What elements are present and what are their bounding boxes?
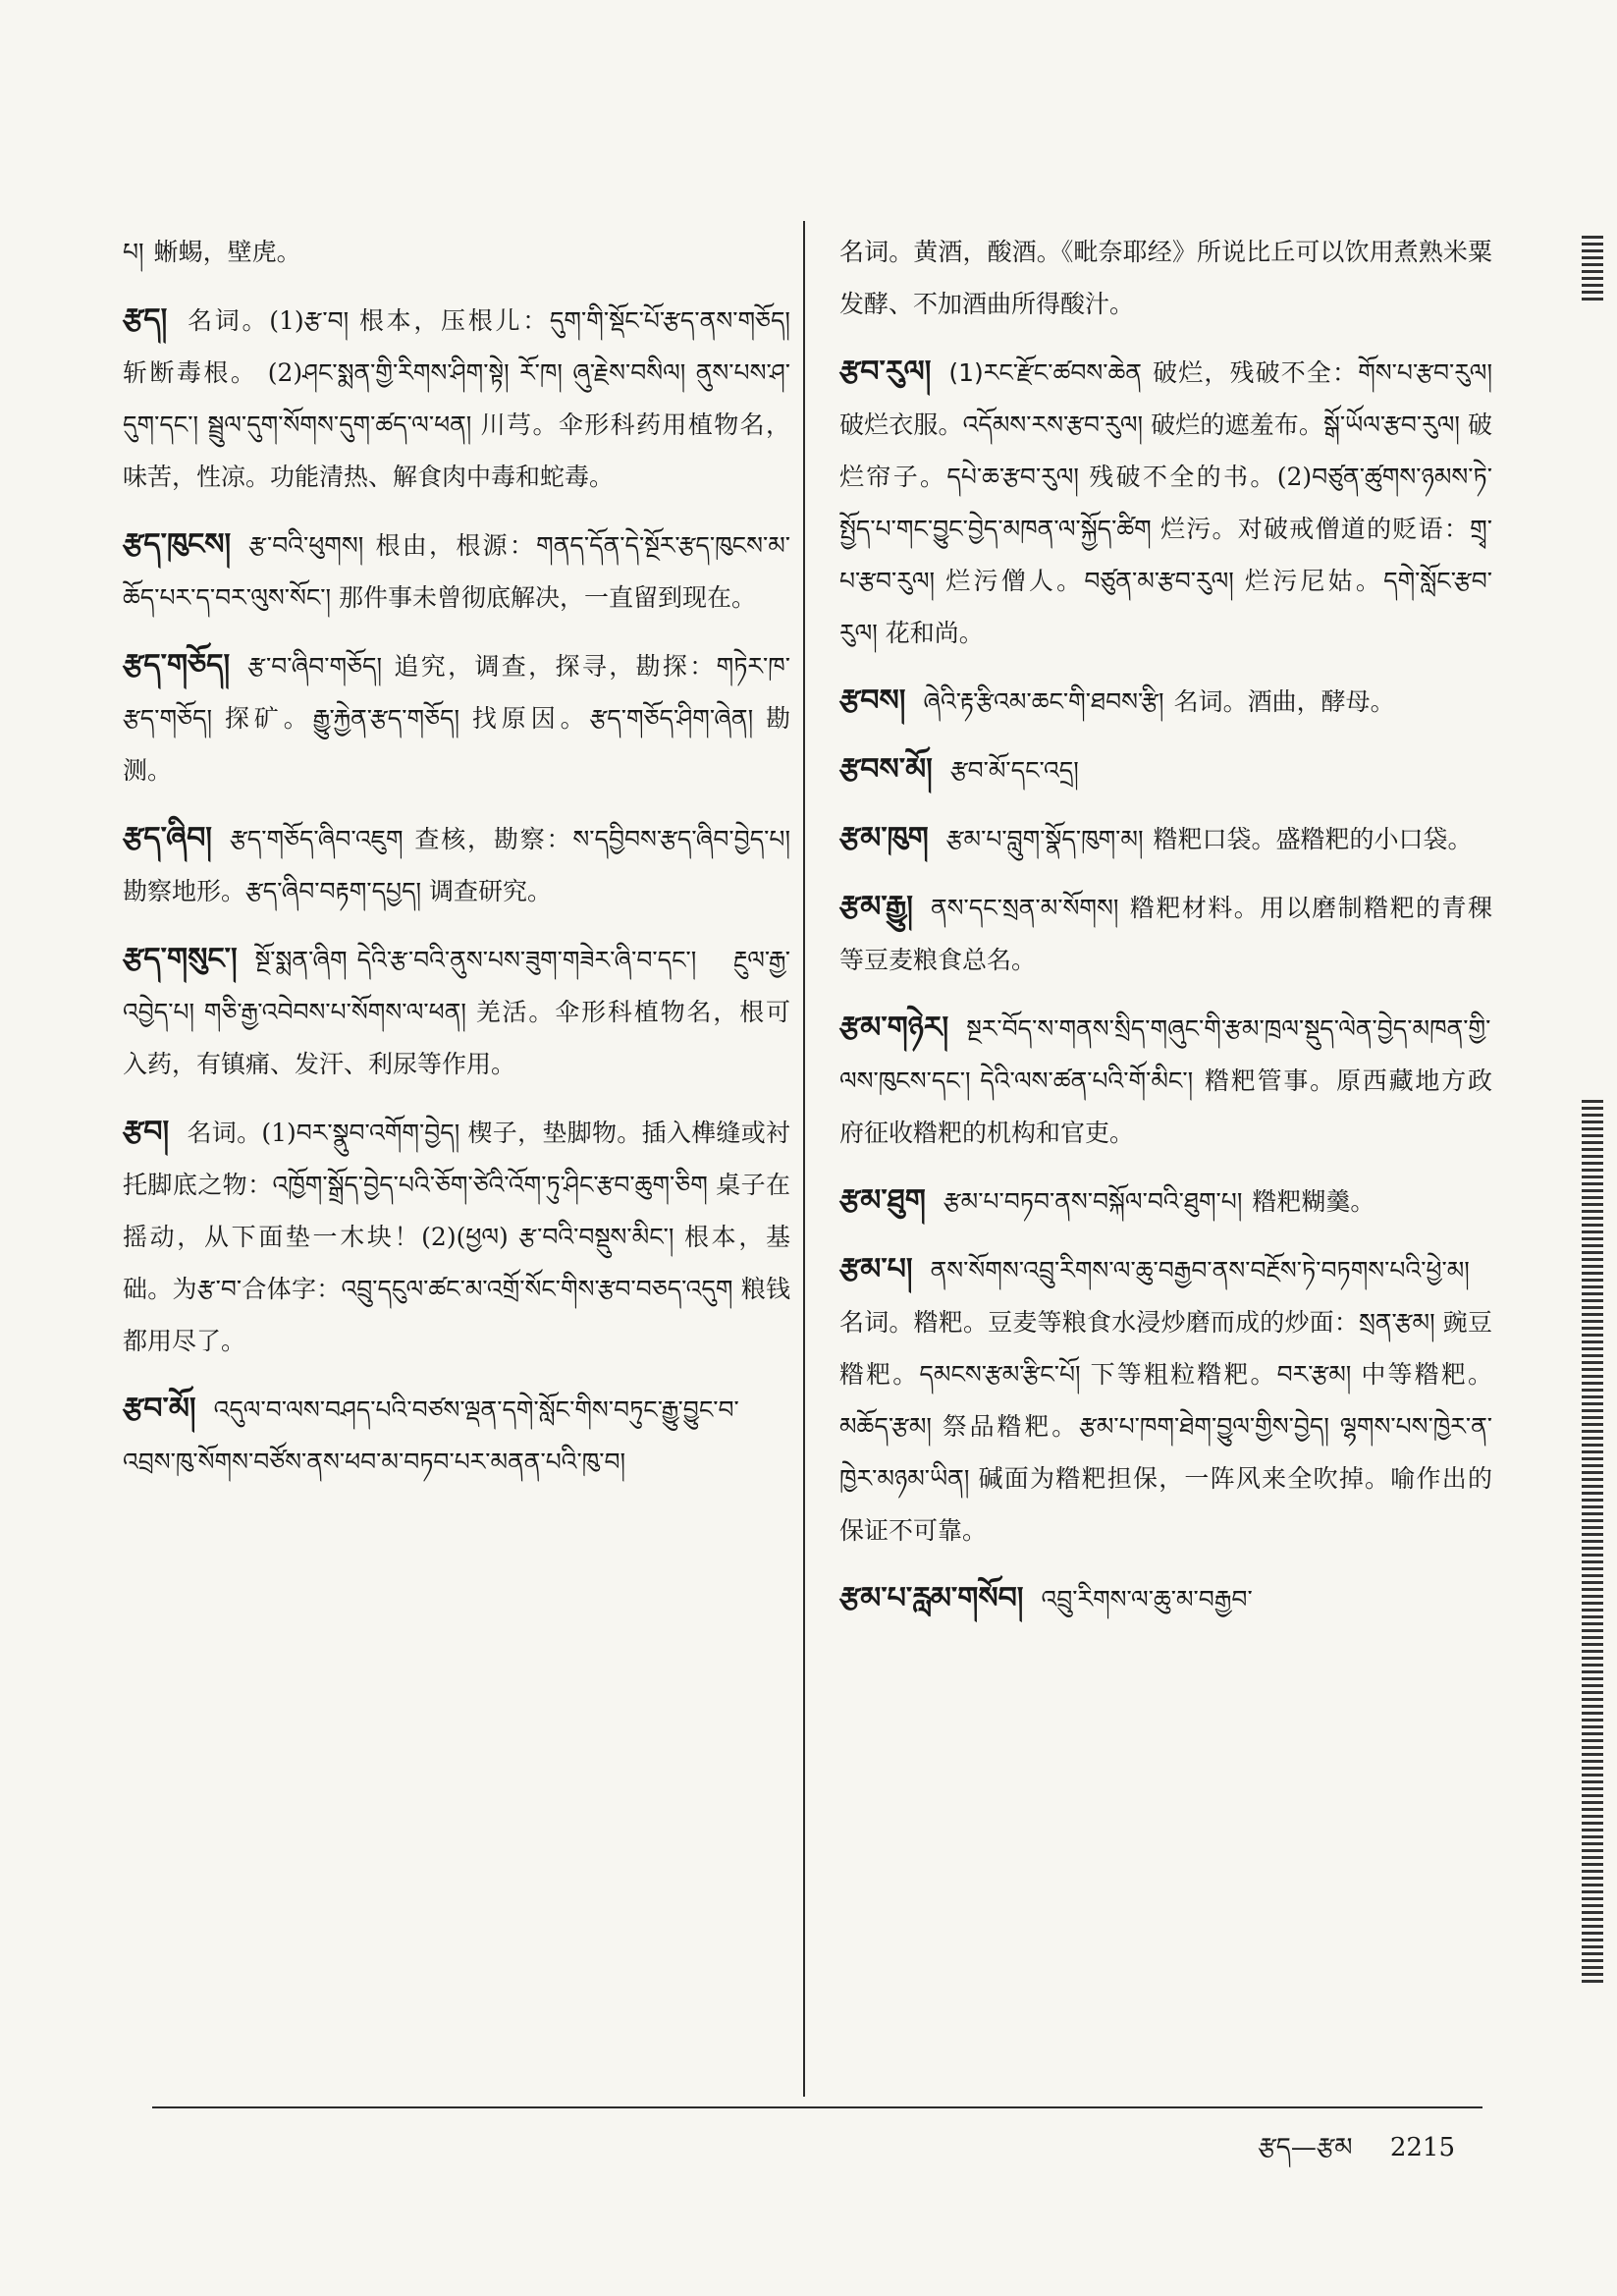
dictionary-entry (839, 881, 1492, 986)
dictionary-entry (839, 675, 1492, 728)
column-divider (803, 221, 805, 2097)
dictionary-entry (123, 519, 790, 624)
entry-headword: རྩད་ཞིབ། (123, 821, 212, 855)
entry-headword: རྩབ་རུལ། (839, 355, 932, 389)
entry-headword: རྩད་གཅོད། (123, 648, 231, 683)
entry-tibetan-definition: རྩམ་པ་བླུག་སྣོད་ཁུག་མ། (945, 825, 1144, 853)
entry-tibetan-definition: ཞེའི་རྟ་རྩིའམ་ཆང་གི་ཐབས་རྩི། (923, 687, 1164, 716)
entry-definition: 破烂，残破不全：གོས་པ་རྩབ་རུལ། 破烂衣服。འདོམས་རས་རྩབ་རུལ། 破烂的遮羞布。སྒོ་ཡོལ་རྩབ་རུལ། 破烂帘子。དཔེ་ཆ་རྩབ་རུལ། 残破不全的书。(2)བཙུན་ཚུགས་ཉམས་ཏེ་སྤྱོད་པ་གང་བྱུང་བྱེད་མཁན་ལ་སྐྱོད་ཚིག 烂污。对破戒僧道的贬语：གྲྭ་པ་རྩབ་རུལ། 烂污僧人。བཙུན་མ་རྩབ་རུལ། 烂污尼姑。དགེ་སློང་རྩབ་རུལ། 花和尚。 (839, 358, 1492, 647)
entry-tibetan-definition: པ། (123, 238, 144, 266)
dictionary-entry (123, 933, 790, 1090)
entry-headword: རྩབས་མོ། (839, 752, 933, 787)
entry-headword: རྩམ་ཁུག (839, 821, 929, 855)
dictionary-entry (123, 639, 790, 796)
right-column (839, 226, 1492, 1641)
page-number: 2215 (1389, 2133, 1455, 2162)
dictionary-entry (839, 743, 1492, 796)
dictionary-entry (839, 812, 1492, 865)
entry-tibetan-definition: སྔར་བོད་ས་གནས་སྲིད་གཞུང་གི་རྩམ་ཁྲལ་སྡུད་ལེན་བྱེད་མཁན་གྱི་ལས་ཁུངས་དང་། དེའི་ལས་ཚན་པའི་གོ་མིང་། (839, 1014, 1491, 1095)
entry-definition: 查核，勘察：ས་དབྱིབས་རྩད་ཞིབ་བྱེད་པ། 勘察地形。རྩད་ཞིབ་བརྟག་དཔྱད། 调查研究。 (123, 825, 790, 905)
entry-tibetan-definition: (1)རང་རྫོང་ཚབས་ཆེན (948, 358, 1142, 387)
entry-tibetan-definition: ནས་དང་སྲན་མ་སོགས། (930, 894, 1119, 922)
entry-headword: རྩམ་གཉེར། (839, 1011, 949, 1045)
footer-range: རྩད—རྩམ (1258, 2133, 1353, 2162)
entry-definition: 根由，根源：གནད་དོན་དེ་སྔོར་རྩད་ཁུངས་མ་ཆོད་པར་ད་བར་ལུས་སོང་། 那件事未曾彻底解决，一直留到现在。 (123, 531, 790, 612)
entry-definition: 糌粑管事。原西藏地方政府征收糌粑的机构和官吏。 (839, 1066, 1492, 1147)
entry-tibetan-definition: རྩད་གཅོད་ཞིབ་འཇུག (229, 825, 404, 853)
entry-definition: 名词。(1)རྩ་བ། 根本，压根儿：དུག་གི་སྡོང་པོ་རྩད་ནས་གཅོད། 斩断毒根。 (2)ཤང་སྨན་གྱི་རིགས་ཤིག་སྟེ། རོ་ཁ། ཞུ་རྗེས་བསིལ། ནུས་པས་ཤ་དུག་དང་། སྦྲུལ་དུག་སོགས་དུག་ཚད་ལ་ཕན། 川芎。伞形科药用植物名，味苦，性凉。功能清热、解食肉中毒和蛇毒。 (123, 306, 790, 491)
entry-definition: 名词。黄酒，酸酒。《毗奈耶经》所说比丘可以饮用煮熟米粟发酵、不加酒曲所得酸汁。 (839, 238, 1492, 318)
footer-rule (152, 2106, 1482, 2108)
entry-headword: རྩམ་པ་རླམ་གསོབ། (839, 1581, 1024, 1615)
dictionary-entry (123, 1383, 790, 1488)
entry-tibetan-definition: རྩ་བ་ཞིབ་གཅོད། (247, 652, 383, 681)
dictionary-entry (839, 346, 1492, 659)
entry-definition: འདུལ་བ་ལས་བཤད་པའི་བཙས་ལྡན་དགེ་སློང་གིས་བཏུང་རྒྱུ་བྱུང་བ་འབྲས་ཁུ་སོགས་བཙོས་ནས་ཕབ་མ་བཏབ་པར་མནན་པའི་ཁུ་བ། (123, 1395, 739, 1476)
dictionary-entry (839, 1243, 1492, 1557)
entry-headword: རྩད་གསུང་། (123, 942, 238, 976)
entry-definition: 蜥蜴，壁虎。 (153, 238, 301, 266)
margin-mark (1582, 236, 1603, 304)
dictionary-entry (839, 1572, 1492, 1625)
entry-tibetan-definition: རྩམ་པ་བཏབ་ནས་བསྐོལ་བའི་ཐུག་པ། (943, 1187, 1243, 1216)
entry-tibetan-definition: ནས་སོགས་འབྲུ་རིགས་ལ་ཆུ་བརྒྱབ་ནས་བརྔོས་ཏེ་བཏགས་པའི་ཕྱེ་མ། (930, 1256, 1470, 1285)
margin-mark (1582, 1100, 1603, 1984)
entry-headword: རྩབ། (123, 1115, 170, 1149)
entry-definition: དེའི་རྩ་བའི་ནུས་པས་ཟུག་གཟེར་ཞི་བ་དང་། རྔུལ་རྒྱ་འབྱེད་པ། གཅི་རྒྱ་འབེབས་པ་སོགས་ལ་ཕན། 羌活。伞形科植物名，根可入药，有镇痛、发汗、利尿等作用。 (123, 946, 790, 1078)
left-column (123, 226, 790, 1503)
dictionary-entry (123, 812, 790, 917)
margin-marks (1578, 39, 1603, 2259)
entry-tibetan-definition: འབྲུ་རིགས་ལ་ཆུ་མ་བརྒྱབ་ (1041, 1585, 1253, 1613)
dictionary-entry (839, 1002, 1492, 1159)
entry-headword: རྩབས། (839, 683, 906, 718)
entry-headword: རྩམ་པ། (839, 1252, 913, 1286)
entry-headword: རྩམ་ཐུག (839, 1183, 926, 1218)
dictionary-entry (839, 226, 1492, 330)
entry-definition: 名词。酒曲，酵母。 (1173, 687, 1395, 716)
dictionary-entry (123, 1106, 790, 1367)
entry-headword: རྩད་ཁུངས། (123, 527, 232, 562)
entry-definition: 糌粑口袋。盛糌粑的小口袋。 (1153, 825, 1473, 853)
page-footer (1228, 2119, 1455, 2191)
entry-headword: རྩབ་མོ། (123, 1392, 196, 1426)
entry-definition: 名词。糌粑。豆麦等粮食水浸炒磨而成的炒面：སྲན་རྩམ། 豌豆糌粑。དམངས་རྩམ་རྩིང་པོ། 下等粗粒糌粑。བར་རྩམ། 中等糌粑。མཆོད་རྩམ། 祭品糌粑。རྩམ་པ་ཁག་ཐེག་བྱུལ་གྱིས་བྱེད། ལྷགས་པས་ཁྱེར་ན་ཁྱེར་མཉམ་ཡིན། 碱面为糌粑担保，一阵风来全吹掉。喻作出的保证不可靠。 (839, 1308, 1492, 1545)
entry-definition: 名词。(1)བར་སྣུབ་འགོག་བྱེད། 楔子，垫脚物。插入榫缝或衬托脚底之物：འཁྱོག་སྒྲོད་བྱེད་པའི་ཅོག་ཙེའི་འོག་ཏུ་ཤིང་རྩབ་ཆུག་ཅིག 桌子在摇动，从下面垫一木块！(2)(ཕྱལ) རྩ་བའི་བསྡུས་མིང་། 根本，基础。为རྩ་བ་合体字：འབྲུ་དངུལ་ཚང་མ་འགྲོ་སོང་གིས་རྩབ་བཅད་འདུག 粮钱都用尽了。 (123, 1119, 790, 1355)
entry-definition: 糌粑材料。用以磨制糌粑的青稞等豆麦粮食总名。 (839, 894, 1492, 974)
dictionary-entry (123, 226, 790, 278)
entry-definition: 糌粑糊羹。 (1252, 1187, 1375, 1216)
entry-tibetan-definition: སྔོ་སྨན་ཞིག (254, 946, 348, 974)
entry-headword: རྩད། (123, 302, 168, 337)
entry-definition: 追究，调查，探寻，勘探：གཏེར་ཁ་རྩད་གཅོད། 探矿。རྒྱུ་རྐྱེན་རྩད་གཅོད། 找原因。རྩད་གཅོད་ཤིག་ཞེན། 勘测。 (123, 652, 790, 785)
dictionary-entry (839, 1175, 1492, 1228)
dictionary-entry (123, 294, 790, 503)
entry-headword: རྩམ་རྒྱུ། (839, 890, 913, 924)
entry-tibetan-definition: རྩ་བའི་ཕུགས། (248, 531, 364, 560)
entry-tibetan-definition: རྩབ་མོ་དང་འདྲ། (949, 756, 1079, 785)
